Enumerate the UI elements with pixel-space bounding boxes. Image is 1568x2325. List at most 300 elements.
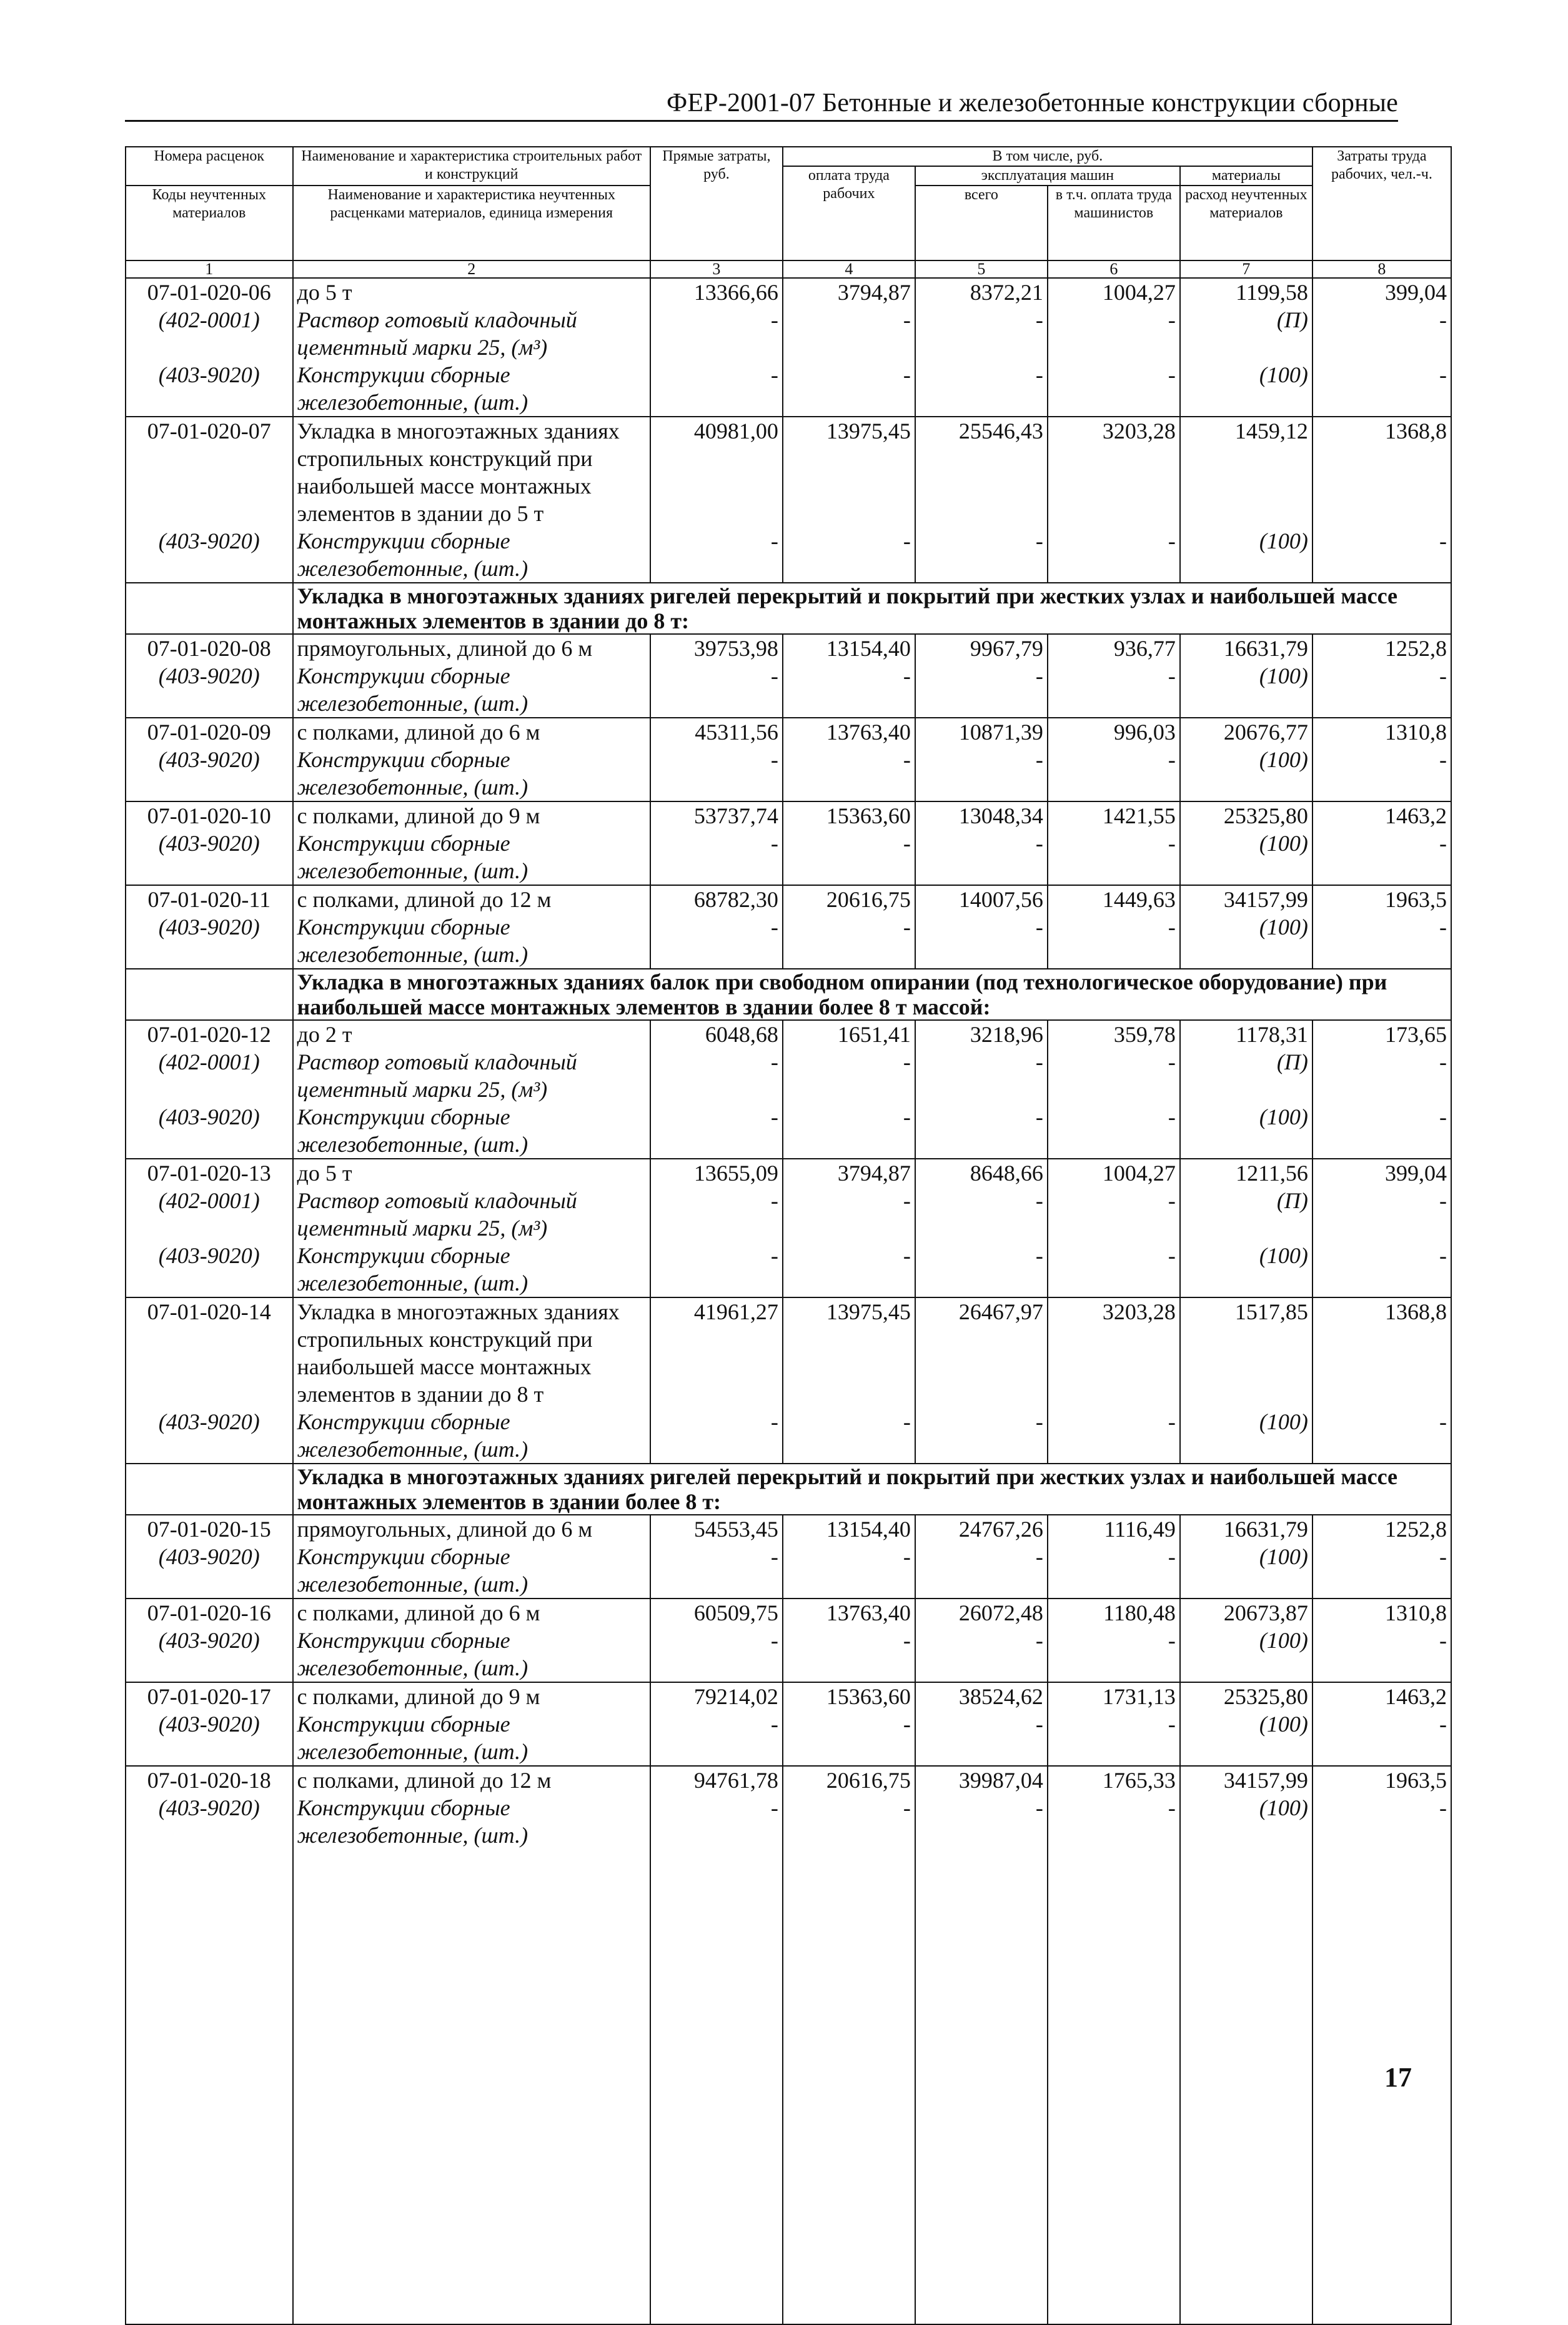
value-cell [1048, 500, 1180, 527]
table-row [126, 1326, 1451, 1353]
table-row [126, 1048, 1451, 1076]
table-row [126, 1297, 1451, 1326]
rate-code: 07-01-020-10 [126, 801, 293, 830]
col2-top-header: Наименование и характеристика строительных работ и конструкций [293, 147, 650, 186]
value-cell: 1463,2 [1312, 1682, 1451, 1710]
value-cell [915, 941, 1048, 969]
work-name: с полками, длиной до 12 м [293, 885, 650, 913]
material-name: железобетонные, (шт.) [293, 555, 650, 583]
value-cell: - [1048, 1048, 1180, 1076]
value-cell [1312, 555, 1451, 583]
table-header [126, 147, 1451, 278]
col-number: 3 [650, 260, 783, 278]
value-cell [783, 1435, 915, 1464]
table-row [126, 1076, 1451, 1103]
value-cell [783, 334, 915, 361]
table-row [126, 1654, 1451, 1682]
empty-cell [1048, 1849, 1180, 2324]
table-row [126, 1599, 1451, 1627]
value-cell: 1368,8 [1312, 417, 1451, 445]
material-code [126, 941, 293, 969]
value-cell [1048, 857, 1180, 885]
material-code: (403-9020) [126, 1408, 293, 1435]
table-row [126, 1570, 1451, 1599]
section-header-row [126, 969, 1451, 1020]
value-cell: - [1312, 1794, 1451, 1822]
table-row [126, 1103, 1451, 1131]
col1-bottom-header: Коды неучтенных материалов [126, 186, 293, 260]
value-cell: - [783, 913, 915, 941]
value-cell: - [1048, 830, 1180, 857]
value-cell: 13975,45 [783, 417, 915, 445]
material-code [126, 1654, 293, 1682]
value-cell [915, 1435, 1048, 1464]
material-code: (402-0001) [126, 1187, 293, 1214]
material-code: (403-9020) [126, 1242, 293, 1269]
material-code [126, 555, 293, 583]
value-cell [1180, 334, 1312, 361]
work-name: с полками, длиной до 9 м [293, 1682, 650, 1710]
value-cell [783, 472, 915, 500]
value-cell [1180, 941, 1312, 969]
material-code [126, 690, 293, 718]
table-row [126, 662, 1451, 690]
value-cell: - [650, 1710, 783, 1738]
value-cell: 39987,04 [915, 1766, 1048, 1794]
value-cell: 13975,45 [783, 1297, 915, 1326]
machines-header: эксплуатация машин [915, 166, 1180, 186]
table-empty-tail [126, 1849, 1451, 2324]
value-cell: - [650, 746, 783, 773]
labor-header: Затраты труда рабочих, чел.-ч. [1312, 147, 1451, 260]
value-cell [650, 1570, 783, 1599]
value-cell: 1651,41 [783, 1020, 915, 1048]
material-name: железобетонные, (шт.) [293, 1131, 650, 1159]
value-cell [650, 389, 783, 417]
value-cell [1048, 1269, 1180, 1297]
col-number: 7 [1180, 260, 1312, 278]
value-cell [1312, 1326, 1451, 1353]
material-code [126, 773, 293, 801]
rate-code: 07-01-020-18 [126, 1766, 293, 1794]
work-name: Укладка в многоэтажных зданиях [293, 417, 650, 445]
value-cell: - [915, 361, 1048, 389]
value-cell: - [1312, 1187, 1451, 1214]
value-cell: - [1312, 527, 1451, 555]
material-code [126, 334, 293, 361]
section-header-row [126, 583, 1451, 634]
value-cell [1312, 500, 1451, 527]
value-cell: - [783, 1627, 915, 1654]
value-cell: 1963,5 [1312, 885, 1451, 913]
material-code: (403-9020) [126, 830, 293, 857]
work-name: стропильных конструкций при [293, 1326, 650, 1353]
value-cell [783, 555, 915, 583]
value-cell [1048, 1214, 1180, 1242]
value-cell [915, 555, 1048, 583]
value-cell [1180, 472, 1312, 500]
table-row [126, 718, 1451, 746]
table-row [126, 417, 1451, 445]
material-code: (403-9020) [126, 1627, 293, 1654]
work-name: с полками, длиной до 12 м [293, 1766, 650, 1794]
value-cell: - [783, 306, 915, 334]
value-cell [650, 1269, 783, 1297]
value-cell: - [783, 361, 915, 389]
value-cell: - [650, 306, 783, 334]
value-cell: - [1048, 1187, 1180, 1214]
value-cell: 359,78 [1048, 1020, 1180, 1048]
rate-code: 07-01-020-08 [126, 634, 293, 662]
value-cell [650, 1131, 783, 1159]
value-cell: - [783, 1048, 915, 1076]
material-name: Конструкции сборные [293, 746, 650, 773]
value-cell: (100) [1180, 1408, 1312, 1435]
value-cell: 3218,96 [915, 1020, 1048, 1048]
table-row [126, 1353, 1451, 1381]
value-cell [915, 1381, 1048, 1408]
value-cell [783, 445, 915, 472]
value-cell: - [1312, 662, 1451, 690]
material-code [126, 1738, 293, 1766]
value-cell [1312, 1381, 1451, 1408]
empty-cell [650, 1849, 783, 2324]
table-row [126, 278, 1451, 306]
rate-code [126, 1326, 293, 1353]
value-cell [1048, 1326, 1180, 1353]
value-cell: - [915, 1710, 1048, 1738]
rate-code [126, 445, 293, 472]
value-cell [1312, 1214, 1451, 1242]
value-cell [650, 941, 783, 969]
value-cell: 13154,40 [783, 1515, 915, 1543]
table-row [126, 527, 1451, 555]
table-row [126, 361, 1451, 389]
value-cell: 13763,40 [783, 718, 915, 746]
value-cell [915, 1326, 1048, 1353]
material-name: Конструкции сборные [293, 662, 650, 690]
value-cell: 45311,56 [650, 718, 783, 746]
value-cell [1180, 1326, 1312, 1353]
value-cell [915, 500, 1048, 527]
value-cell: 13366,66 [650, 278, 783, 306]
table-row [126, 801, 1451, 830]
value-cell: - [1048, 306, 1180, 334]
value-cell: - [1312, 913, 1451, 941]
section-header-row [126, 1464, 1451, 1515]
value-cell [915, 1269, 1048, 1297]
value-cell [1312, 1435, 1451, 1464]
value-cell [1180, 389, 1312, 417]
rate-code: 07-01-020-06 [126, 278, 293, 306]
value-cell: - [1048, 1408, 1180, 1435]
col-number: 2 [293, 260, 650, 278]
material-code [126, 1435, 293, 1464]
table-row [126, 1381, 1451, 1408]
table-row [126, 1408, 1451, 1435]
work-name: наибольшей массе монтажных [293, 472, 650, 500]
value-cell [1048, 1654, 1180, 1682]
work-name: прямоугольных, длиной до 6 м [293, 634, 650, 662]
value-cell: 15363,60 [783, 1682, 915, 1710]
value-cell: 399,04 [1312, 1159, 1451, 1187]
value-cell: - [1312, 1627, 1451, 1654]
value-cell: (100) [1180, 1242, 1312, 1269]
value-cell: 13154,40 [783, 634, 915, 662]
empty-cell [783, 1849, 915, 2324]
rate-code: 07-01-020-14 [126, 1297, 293, 1326]
col-number: 5 [915, 260, 1048, 278]
value-cell: 936,77 [1048, 634, 1180, 662]
direct-cost-header: Прямые затраты, руб. [650, 147, 783, 260]
material-code [126, 1570, 293, 1599]
value-cell: 1459,12 [1180, 417, 1312, 445]
value-cell: 10871,39 [915, 718, 1048, 746]
value-cell [1312, 1738, 1451, 1766]
value-cell [915, 857, 1048, 885]
value-cell [1180, 1381, 1312, 1408]
value-cell: - [783, 662, 915, 690]
value-cell: - [915, 1103, 1048, 1131]
value-cell: 8648,66 [915, 1159, 1048, 1187]
table-row [126, 1543, 1451, 1570]
material-code: (403-9020) [126, 1710, 293, 1738]
value-cell: 39753,98 [650, 634, 783, 662]
table-row [126, 1269, 1451, 1297]
value-cell: - [650, 1103, 783, 1131]
value-cell: - [1312, 830, 1451, 857]
material-code [126, 1076, 293, 1103]
value-cell: - [915, 746, 1048, 773]
value-cell: - [915, 527, 1048, 555]
value-cell: - [650, 1242, 783, 1269]
value-cell [1312, 1131, 1451, 1159]
value-cell [1180, 1738, 1312, 1766]
table-row [126, 500, 1451, 527]
value-cell: - [783, 1710, 915, 1738]
value-cell [1048, 389, 1180, 417]
materials-header: материалы [1180, 166, 1312, 186]
value-cell [1312, 1353, 1451, 1381]
value-cell [1180, 1435, 1312, 1464]
value-cell [650, 1326, 783, 1353]
value-cell [915, 1214, 1048, 1242]
empty-cell [293, 1849, 650, 2324]
material-code: (403-9020) [126, 1103, 293, 1131]
value-cell [1180, 857, 1312, 885]
work-name: Укладка в многоэтажных зданиях [293, 1297, 650, 1326]
value-cell: (100) [1180, 527, 1312, 555]
value-cell: 1310,8 [1312, 1599, 1451, 1627]
value-cell: - [915, 1048, 1048, 1076]
value-cell: - [650, 1408, 783, 1435]
value-cell: - [1312, 1048, 1451, 1076]
value-cell: 25546,43 [915, 417, 1048, 445]
material-name: Конструкции сборные [293, 1408, 650, 1435]
value-cell: - [915, 1408, 1048, 1435]
value-cell: 1004,27 [1048, 278, 1180, 306]
material-name: Конструкции сборные [293, 1103, 650, 1131]
table-row [126, 1020, 1451, 1048]
value-cell: - [1312, 361, 1451, 389]
col-number: 4 [783, 260, 915, 278]
value-cell: 20616,75 [783, 885, 915, 913]
value-cell [1180, 1214, 1312, 1242]
rates-table [125, 146, 1452, 2325]
table-body [126, 278, 1451, 2324]
value-cell: 399,04 [1312, 278, 1451, 306]
table-row [126, 472, 1451, 500]
value-cell [1180, 500, 1312, 527]
table-row [126, 334, 1451, 361]
table-row [126, 941, 1451, 969]
value-cell [915, 690, 1048, 718]
value-cell: - [1312, 1408, 1451, 1435]
value-cell [1312, 941, 1451, 969]
value-cell: 13655,09 [650, 1159, 783, 1187]
value-cell [650, 1381, 783, 1408]
value-cell: - [783, 1187, 915, 1214]
table-row [126, 1794, 1451, 1822]
value-cell [915, 445, 1048, 472]
value-cell: - [1312, 746, 1451, 773]
col1-top-header: Номера расценок [126, 147, 293, 186]
material-name: Конструкции сборные [293, 361, 650, 389]
value-cell: 20673,87 [1180, 1599, 1312, 1627]
value-cell [1048, 472, 1180, 500]
value-cell: - [650, 1627, 783, 1654]
value-cell: - [783, 1543, 915, 1570]
value-cell [650, 1738, 783, 1766]
value-cell: 94761,78 [650, 1766, 783, 1794]
material-name: железобетонные, (шт.) [293, 1570, 650, 1599]
value-cell: 3203,28 [1048, 1297, 1180, 1326]
header-rule [125, 120, 1398, 122]
value-cell [783, 690, 915, 718]
value-cell: 26467,97 [915, 1297, 1048, 1326]
value-cell: 41961,27 [650, 1297, 783, 1326]
rate-code [126, 500, 293, 527]
value-cell: (100) [1180, 1794, 1312, 1822]
material-code [126, 1131, 293, 1159]
value-cell [783, 1738, 915, 1766]
value-cell [783, 1214, 915, 1242]
value-cell: - [915, 306, 1048, 334]
value-cell: (100) [1180, 746, 1312, 773]
wages-header: оплата труда рабочих [783, 166, 915, 260]
value-cell: 1252,8 [1312, 1515, 1451, 1543]
value-cell [1312, 1822, 1451, 1849]
value-cell: 53737,74 [650, 801, 783, 830]
material-code: (403-9020) [126, 527, 293, 555]
material-code [126, 1822, 293, 1849]
value-cell [1048, 1570, 1180, 1599]
empty-cell [1180, 1849, 1312, 2324]
value-cell: (100) [1180, 1627, 1312, 1654]
work-name: стропильных конструкций при [293, 445, 650, 472]
value-cell [650, 555, 783, 583]
value-cell [1048, 690, 1180, 718]
value-cell [1312, 445, 1451, 472]
value-cell: - [783, 830, 915, 857]
value-cell [650, 857, 783, 885]
rate-code: 07-01-020-17 [126, 1682, 293, 1710]
table-row [126, 1710, 1451, 1738]
value-cell [650, 334, 783, 361]
rate-code: 07-01-020-15 [126, 1515, 293, 1543]
section-title: Укладка в многоэтажных зданиях балок при свободном опирании (под технологическое оборудование) при наибольшей массе монтажных элементов в здании более 8 т массой: [293, 969, 1451, 1020]
value-cell: - [1048, 662, 1180, 690]
value-cell: 1421,55 [1048, 801, 1180, 830]
value-cell: 13763,40 [783, 1599, 915, 1627]
value-cell: (100) [1180, 1103, 1312, 1131]
material-name: железобетонные, (шт.) [293, 773, 650, 801]
value-cell: - [915, 662, 1048, 690]
value-cell: 1180,48 [1048, 1599, 1180, 1627]
value-cell [1312, 690, 1451, 718]
material-code: (402-0001) [126, 306, 293, 334]
value-cell [1048, 1076, 1180, 1103]
value-cell [1180, 1822, 1312, 1849]
value-cell [783, 389, 915, 417]
value-cell: - [1048, 1242, 1180, 1269]
section-spacer [126, 969, 293, 1020]
table-row [126, 306, 1451, 334]
materials-unaccounted-header: расход неучтенных материалов [1180, 186, 1312, 260]
value-cell: 60509,75 [650, 1599, 783, 1627]
rate-code [126, 1381, 293, 1408]
value-cell [915, 773, 1048, 801]
table-row [126, 634, 1451, 662]
value-cell: 40981,00 [650, 417, 783, 445]
value-cell: 1517,85 [1180, 1297, 1312, 1326]
value-cell [783, 1269, 915, 1297]
material-code [126, 389, 293, 417]
value-cell: (100) [1180, 830, 1312, 857]
col-number: 6 [1048, 260, 1180, 278]
value-cell [1312, 1269, 1451, 1297]
value-cell [650, 1654, 783, 1682]
value-cell: - [650, 1187, 783, 1214]
value-cell: 1178,31 [1180, 1020, 1312, 1048]
section-spacer [126, 1464, 293, 1515]
value-cell [1048, 1738, 1180, 1766]
value-cell: - [650, 662, 783, 690]
value-cell [1048, 1353, 1180, 1381]
value-cell: - [1312, 1543, 1451, 1570]
value-cell [1048, 1381, 1180, 1408]
material-code: (402-0001) [126, 1048, 293, 1076]
value-cell: - [915, 913, 1048, 941]
value-cell: 1252,8 [1312, 634, 1451, 662]
value-cell: 9967,79 [915, 634, 1048, 662]
value-cell [915, 472, 1048, 500]
value-cell: 1310,8 [1312, 718, 1451, 746]
value-cell [1180, 555, 1312, 583]
including-header: В том числе, руб. [783, 147, 1312, 166]
value-cell: 996,03 [1048, 718, 1180, 746]
value-cell: - [915, 830, 1048, 857]
value-cell [1312, 857, 1451, 885]
value-cell: - [650, 361, 783, 389]
table-row [126, 445, 1451, 472]
work-name: до 5 т [293, 1159, 650, 1187]
material-code: (403-9020) [126, 913, 293, 941]
value-cell: 3794,87 [783, 278, 915, 306]
table-row [126, 1131, 1451, 1159]
rate-code: 07-01-020-16 [126, 1599, 293, 1627]
value-cell: 1368,8 [1312, 1297, 1451, 1326]
